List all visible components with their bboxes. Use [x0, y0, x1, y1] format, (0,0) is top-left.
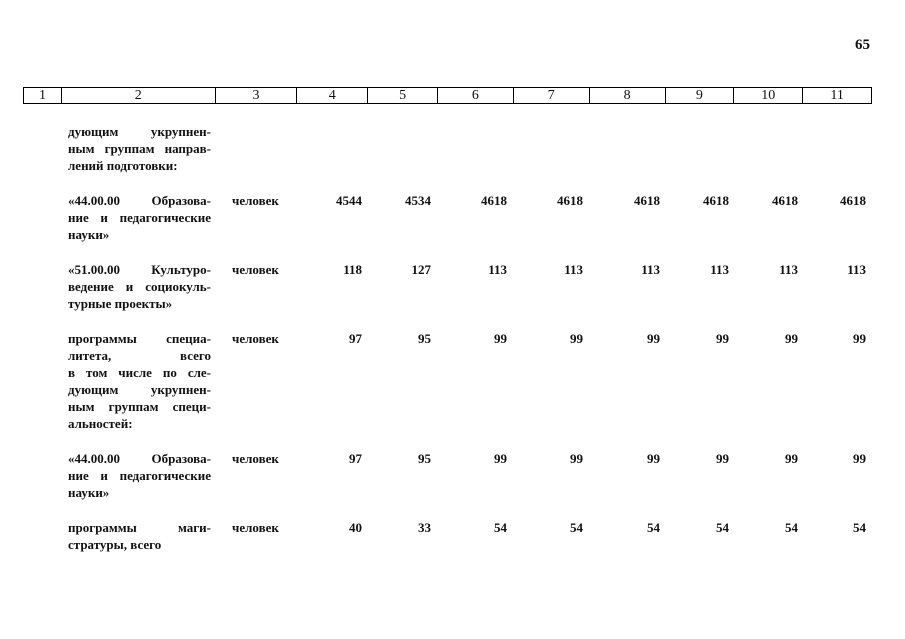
header-col-5: 5 — [368, 88, 438, 103]
indicator-name-line: турные проекты» — [68, 296, 173, 311]
indicator-name-line: «44.00.00 Образова- — [68, 451, 211, 466]
value-cell: 4618 — [703, 193, 729, 208]
indicator-name — [68, 519, 211, 553]
value-cell: 4618 — [557, 193, 583, 208]
value-cell: 33 — [418, 520, 431, 535]
value-cell: 113 — [641, 262, 660, 277]
value-cell: 113 — [710, 262, 729, 277]
header-col-3: 3 — [216, 88, 298, 103]
value-cell: 4618 — [481, 193, 507, 208]
header-col-4: 4 — [297, 88, 368, 103]
value-cell: 99 — [853, 451, 866, 466]
table-header — [23, 87, 872, 104]
value-cell: 99 — [494, 331, 507, 346]
value-cell: 54 — [785, 520, 798, 535]
indicator-name-line: альностей: — [68, 416, 133, 431]
value-cell: 99 — [785, 331, 798, 346]
indicator-name-line: ведение и социокуль- — [68, 279, 211, 294]
indicator-name-line: дующим укрупнен- — [68, 382, 211, 397]
indicator-name-line: науки» — [68, 227, 110, 242]
indicator-name — [68, 261, 211, 312]
indicator-name-line: «44.00.00 Образова- — [68, 193, 211, 208]
unit-cell: человек — [232, 262, 279, 277]
value-cell: 99 — [570, 451, 583, 466]
indicator-name — [68, 450, 211, 501]
indicator-name-line: ние и педагогические — [68, 210, 211, 225]
indicator-name-line: ние и педагогические — [68, 468, 211, 483]
value-cell: 4618 — [634, 193, 660, 208]
value-cell: 99 — [716, 451, 729, 466]
indicator-name-line: программы маги- — [68, 520, 211, 535]
value-cell: 95 — [418, 331, 431, 346]
value-cell: 4618 — [772, 193, 798, 208]
indicator-name-line: «51.00.00 Культуро- — [68, 262, 211, 277]
value-cell: 99 — [647, 331, 660, 346]
page-number: 65 — [855, 37, 870, 53]
header-col-11: 11 — [830, 88, 844, 103]
value-cell: 54 — [853, 520, 866, 535]
value-cell: 4544 — [336, 193, 362, 208]
unit-cell: человек — [232, 193, 279, 208]
value-cell: 99 — [570, 331, 583, 346]
value-cell: 99 — [785, 451, 798, 466]
indicator-name-line: дующим укрупнен- — [68, 124, 211, 139]
value-cell: 99 — [853, 331, 866, 346]
indicator-name — [68, 123, 211, 174]
value-cell: 99 — [647, 451, 660, 466]
value-cell: 113 — [847, 262, 866, 277]
indicator-name-line: науки» — [68, 485, 110, 500]
value-cell: 127 — [411, 262, 431, 277]
indicator-name-line: стратуры, всего — [68, 537, 162, 552]
header-col-9: 9 — [666, 88, 735, 103]
value-cell: 54 — [570, 520, 583, 535]
indicator-name-line: ным группам направ- — [68, 141, 211, 156]
value-cell: 95 — [418, 451, 431, 466]
header-col-2: 2 — [62, 88, 216, 103]
header-col-7: 7 — [514, 88, 590, 103]
indicator-name — [68, 192, 211, 243]
indicator-name-line: ным группам специ- — [68, 399, 211, 414]
value-cell: 113 — [779, 262, 798, 277]
value-cell: 4534 — [405, 193, 431, 208]
value-cell: 113 — [564, 262, 583, 277]
value-cell: 97 — [349, 331, 362, 346]
value-cell: 54 — [647, 520, 660, 535]
header-col-10: 10 — [734, 88, 803, 103]
header-col-8: 8 — [590, 88, 666, 103]
indicator-name-line: в том числе по сле- — [68, 365, 211, 380]
indicator-name-line: программы специа- — [68, 331, 211, 346]
indicator-name-line: лений подготовки: — [68, 158, 178, 173]
value-cell: 4618 — [840, 193, 866, 208]
value-cell: 99 — [494, 451, 507, 466]
unit-cell: человек — [232, 520, 279, 535]
value-cell: 113 — [488, 262, 507, 277]
value-cell: 54 — [716, 520, 729, 535]
value-cell: 99 — [716, 331, 729, 346]
value-cell: 97 — [349, 451, 362, 466]
value-cell: 118 — [343, 262, 362, 277]
header-col-1: 1 — [24, 88, 62, 103]
indicator-name-line: литета, всего — [68, 348, 211, 363]
indicator-name — [68, 330, 211, 432]
value-cell: 40 — [349, 520, 362, 535]
value-cell: 54 — [494, 520, 507, 535]
unit-cell: человек — [232, 331, 279, 346]
header-col-6: 6 — [438, 88, 514, 103]
unit-cell: человек — [232, 451, 279, 466]
